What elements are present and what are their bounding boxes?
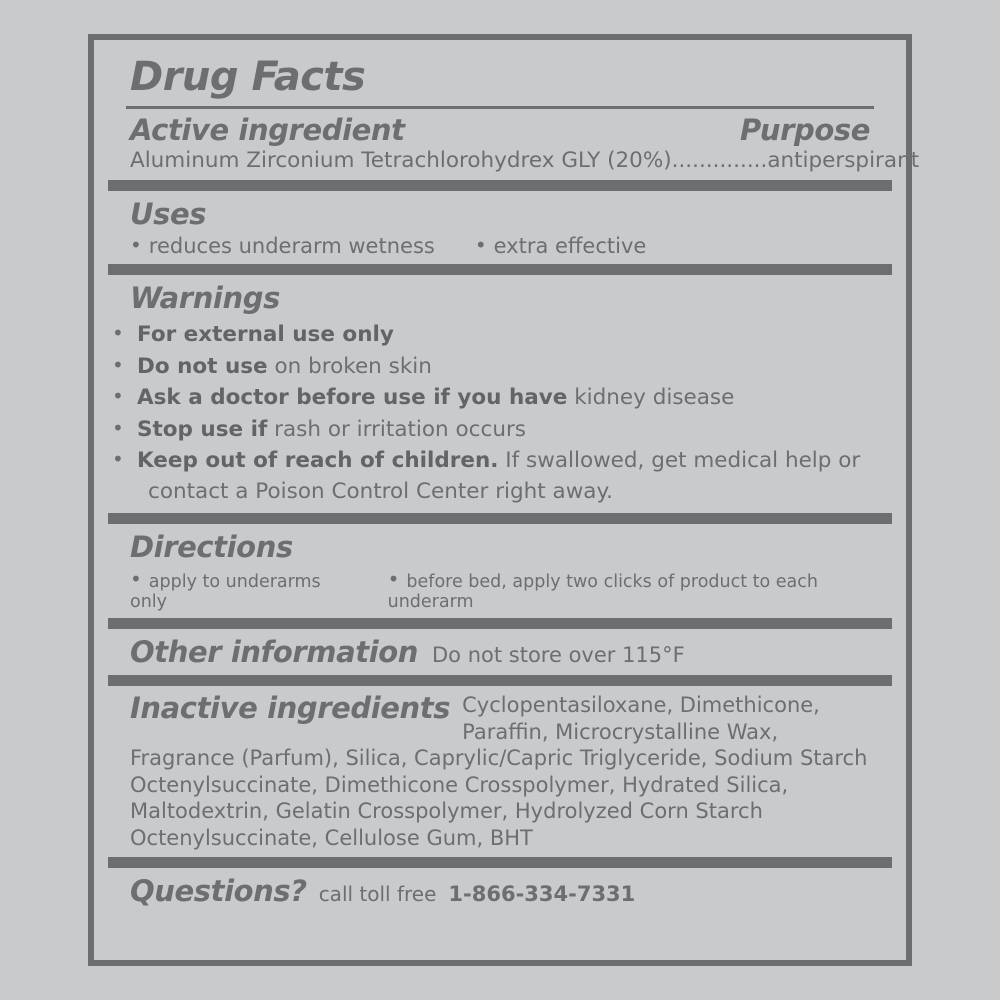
section-questions [108, 857, 892, 914]
warning-bold: Keep out of reach of children. [137, 448, 499, 474]
section-warnings [108, 264, 892, 513]
active-ingredient-heading: Active ingredient [130, 113, 405, 147]
other-information-value: Do not store over 115°F [432, 643, 685, 668]
list-item [130, 414, 870, 446]
questions-row [130, 874, 870, 908]
warning-rest: kidney disease [567, 385, 735, 411]
warning-bold: Do not use [137, 353, 268, 379]
other-information-heading: Other information [130, 635, 419, 670]
warning-bold: For external use only [137, 322, 394, 348]
warning-rest: rash or irritation occurs [267, 416, 526, 442]
list-item [130, 445, 870, 507]
warning-rest: on broken skin [267, 353, 432, 379]
section-active-ingredient [108, 109, 920, 180]
questions-heading: Questions? [130, 874, 307, 909]
warning-rest: If swallowed, get medical help or contact a Poison Control Center right away. [148, 448, 861, 504]
inactive-ingredients-text: Cyclopentasiloxane, Dimethicone, Paraffin, Microcrystalline Wax, Fragrance (Parfum), Silica, Caprylic/Capric Triglyceride, Sodium Starch Octenylsuccinate, Dimethicone Crosspolymer, Hydrated Silica, Maltodextrin, Gelatin Crosspolymer, Hydrolyzed Corn Starch Octenylsuccinate, Cellulose Gum, BHT [130, 693, 868, 850]
inactive-ingredients-heading: Inactive ingredients [130, 691, 451, 726]
section-uses [108, 180, 892, 264]
purpose-heading: Purpose [740, 113, 870, 147]
list-item [130, 319, 870, 351]
active-ingredient-headings [130, 113, 870, 147]
warnings-list [130, 319, 870, 507]
directions-list [130, 567, 870, 612]
drug-facts-panel [88, 34, 920, 966]
directions-heading: Directions [130, 530, 293, 565]
list-item: • extra effective [475, 233, 646, 258]
questions-phone[interactable]: 1-866-334-7331 [448, 882, 636, 907]
list-item [130, 382, 870, 414]
active-ingredient-line: Aluminum Zirconium Tetrachlorohydrex GLY (20%)..............antiperspirant [130, 148, 920, 173]
page-title: Drug Facts [130, 54, 366, 100]
inactive-ingredients-block [130, 692, 870, 851]
warning-bold: Stop use if [137, 416, 268, 442]
section-directions [108, 513, 892, 618]
warnings-heading: Warnings [130, 281, 280, 316]
list-item [130, 351, 870, 383]
section-inactive-ingredients [108, 675, 892, 857]
other-information-row [130, 635, 870, 669]
uses-heading: Uses [130, 197, 207, 232]
drug-facts-inner [94, 40, 920, 960]
list-item: • reduces underarm wetness [130, 233, 435, 258]
list-item: • apply to underarms only [130, 567, 346, 612]
uses-list [130, 233, 870, 258]
questions-call-text: call toll free [318, 882, 437, 907]
warning-bold: Ask a doctor before use if you have [137, 385, 568, 411]
section-other-information [108, 618, 892, 675]
list-item: • before bed, apply two clicks of product to each underarm [388, 567, 870, 612]
